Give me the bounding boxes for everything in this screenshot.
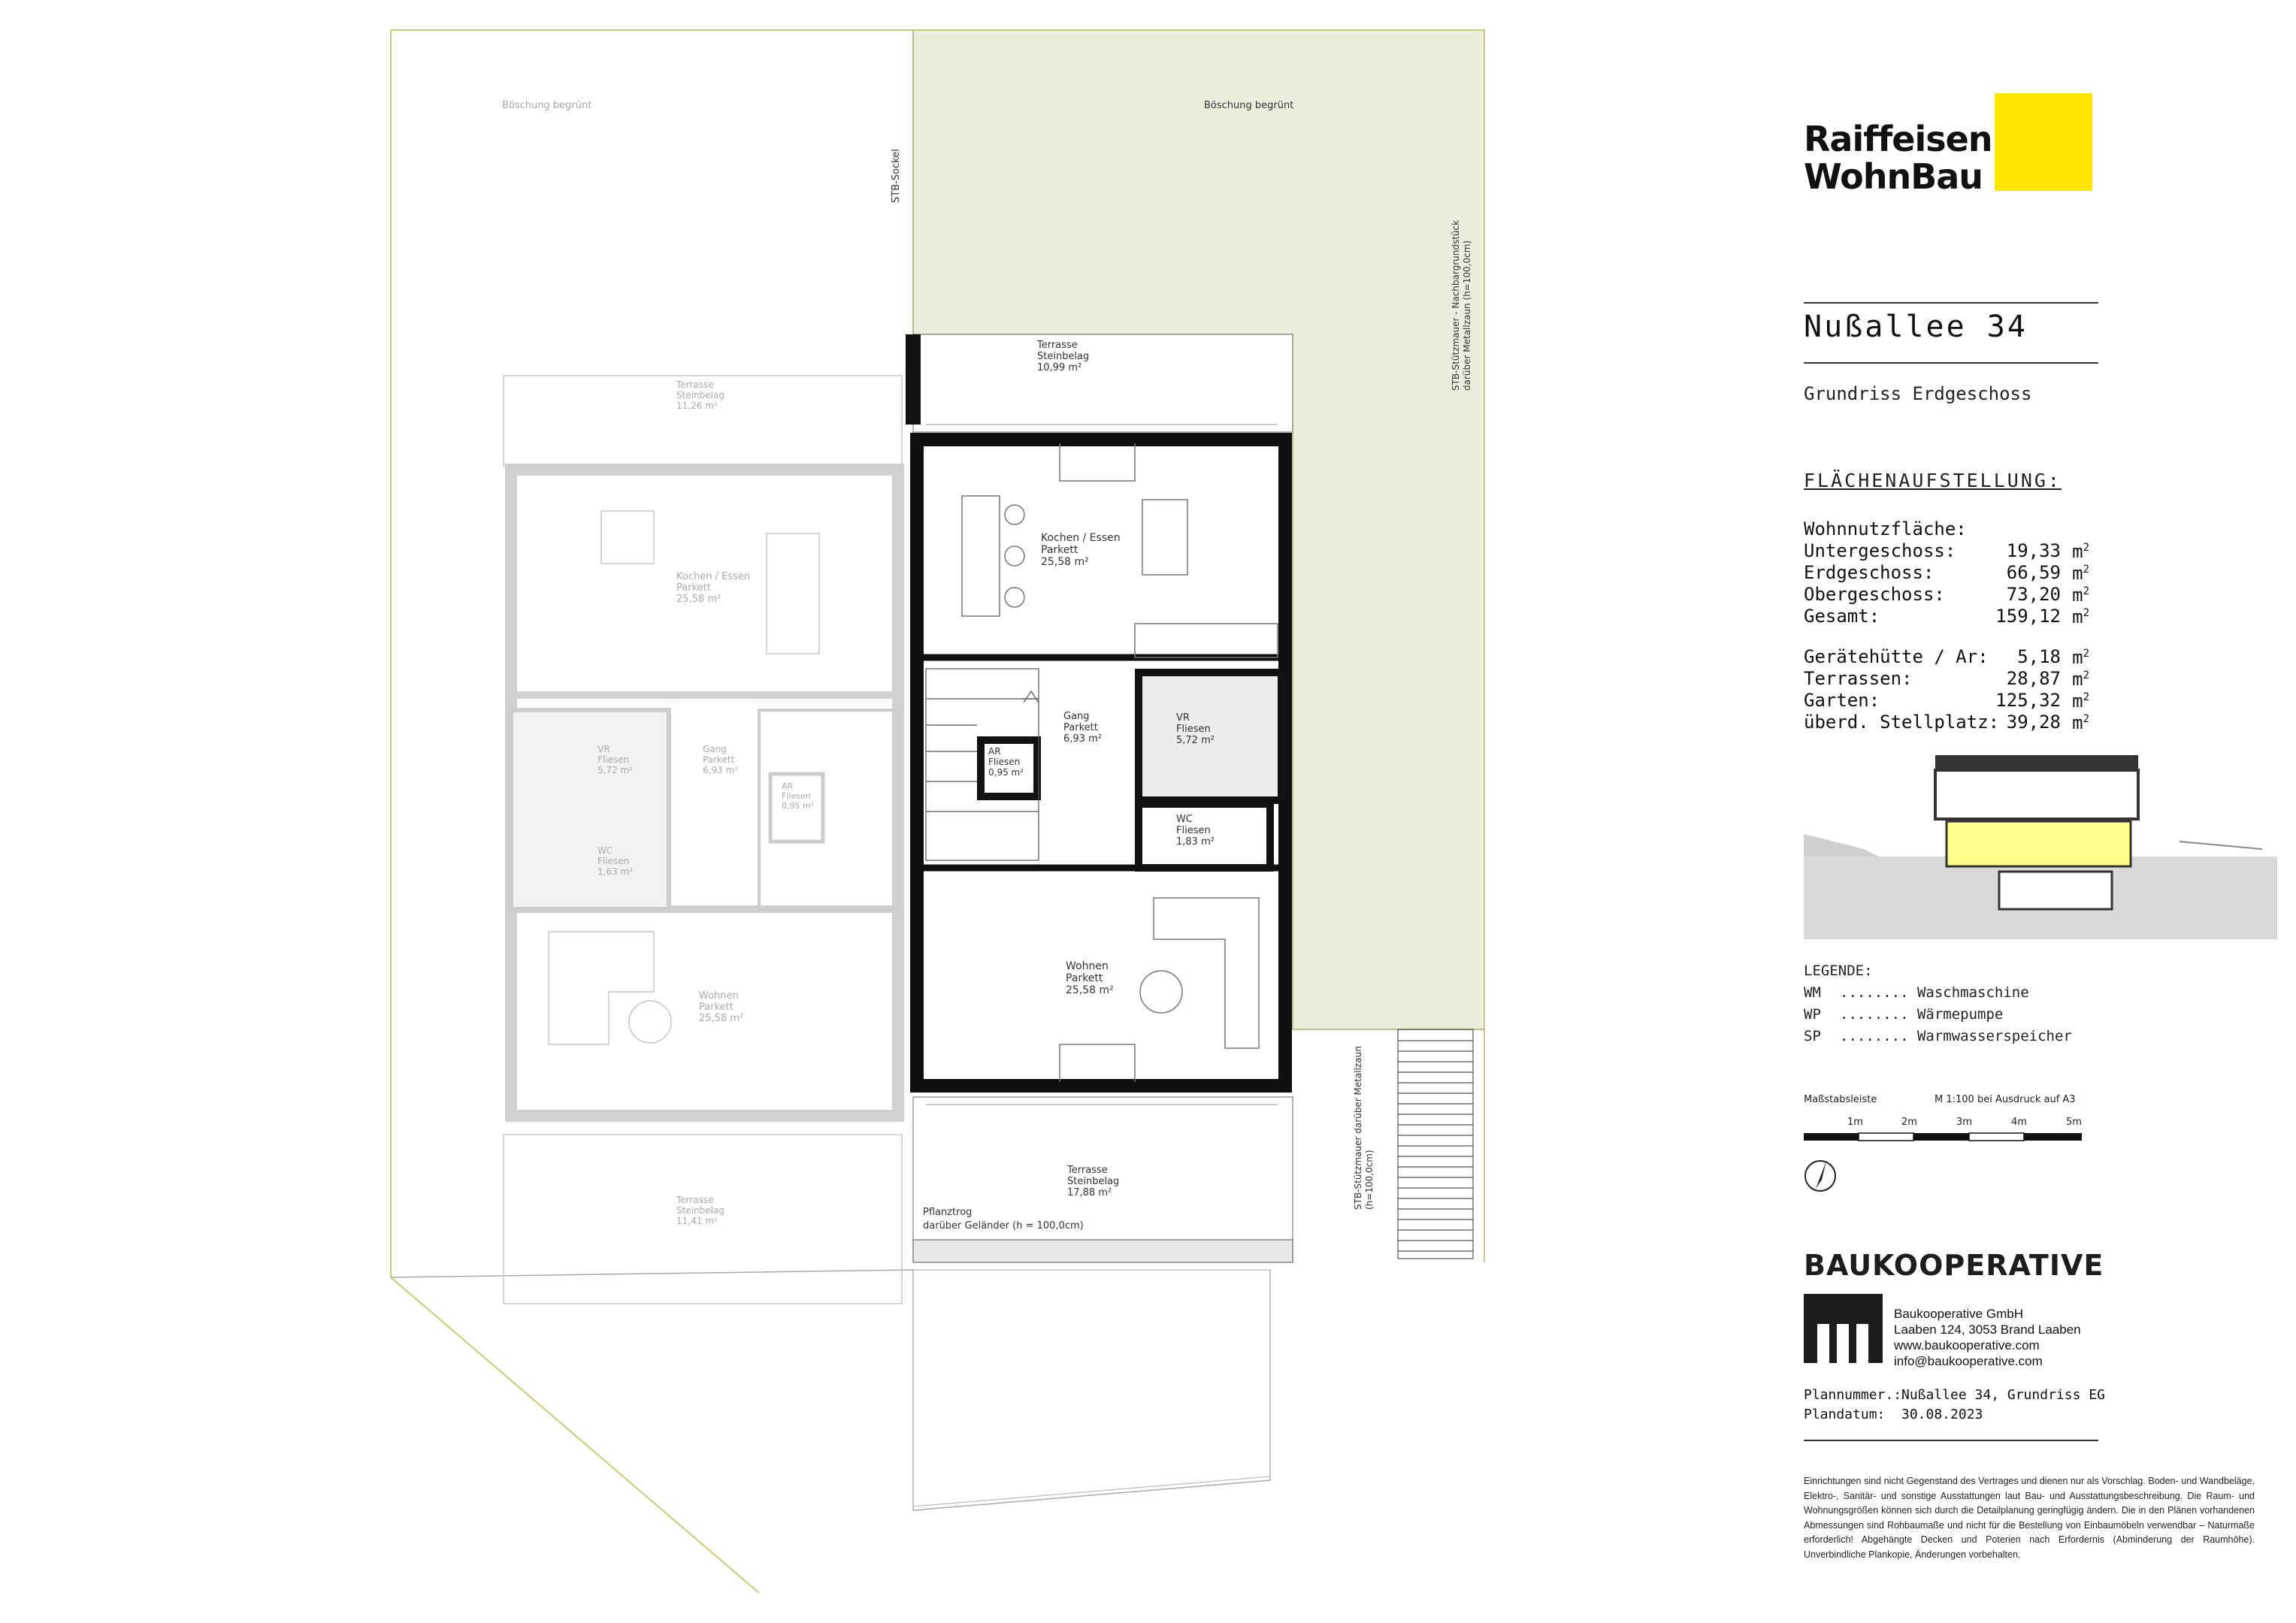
- left-unit: [504, 376, 902, 1304]
- baukooperative-logo-icon: [1804, 1294, 1883, 1363]
- disclaimer: Einrichtungen sind nicht Gegenstand des Vertrages und dienen nur als Vorschlag. Boden- und Wandbeläge, Elektro-, Sanitär- und sonstige Ausstattungen laut Bau- und Ausstattungsbeschreibung. Die Raum- und Wohnungsgrößen können sich durch die Detailplanung geringfügig ändern. Die in den Plänen vorhandenen Abmessungen sind Rohbaumaße und nicht für die Bestellung von Einbaumöbeln verwendbar – Naturmaße erforderlich! Abgehängte Decken und Poterien nach Erfordernis (Abminderung der Raumhöhe). Unverbindliche Plankopie, Änderungen vorbehalten.: [1804, 1476, 2255, 1560]
- planter: [913, 1240, 1293, 1262]
- plan-subtitle: Grundriss Erdgeschoss: [1804, 383, 2032, 404]
- room-vr: VR Fliesen 5,72 m²: [1176, 712, 1215, 746]
- label-retaining-wall: STB-Stützmauer - Nachbargrundstück darüber Metallzaun (h=100,0cm): [1451, 219, 1472, 391]
- outdoor-stair: [1398, 1029, 1473, 1259]
- area-heading: FLÄCHENAUFSTELLUNG:: [1804, 470, 2062, 491]
- divider: [1804, 1440, 2098, 1441]
- left-room-gang: Gang Parkett 6,93 m²: [703, 744, 739, 775]
- area-row: Gerätehütte / Ar: 5,18 $m^2$: [1804, 646, 2089, 668]
- scale-bar: [1804, 1133, 2082, 1141]
- area-row: Obergeschoss: 73,20 $m^2$: [1804, 584, 2089, 606]
- label-slope-right: Böschung begrünt: [1204, 100, 1294, 111]
- area-row: Gesamt: 159,12 $m^2$: [1804, 606, 2089, 627]
- left-room-wc: WC Fliesen 1,63 m²: [597, 845, 634, 877]
- left-room-kitchen: Kochen / Essen Parkett 25,58 m²: [676, 571, 751, 605]
- lower-triangle: [913, 1270, 1270, 1507]
- label-slope-left: Böschung begrünt: [502, 100, 592, 111]
- legend-item: SP ........ Warmwasserspeicher: [1804, 1028, 2072, 1044]
- label-railing: darüber Geländer (h = 100,0cm): [923, 1220, 1084, 1232]
- room-ar: AR Fliesen 0,95 m²: [988, 746, 1024, 778]
- label-planter: Pflanztrog: [923, 1207, 973, 1218]
- area-living-heading: Wohnnutzfläche:: [1804, 518, 1967, 539]
- left-room-ar: AR Fliesen 0,95 m²: [782, 781, 815, 811]
- area-row: Untergeschoss: 19,33 $m^2$: [1804, 540, 2089, 562]
- plan-meta: Plannummer.:Nußallee 34, Grundriss EG Plandatum: 30.08.2023: [1804, 1387, 2105, 1422]
- room-kitchen: Kochen / Essen Parkett 25,58 m²: [1041, 532, 1121, 568]
- area-row: Garten: 125,32 $m^2$: [1804, 690, 2089, 712]
- divider: [1804, 362, 2098, 364]
- company-website[interactable]: www.baukooperative.com: [1894, 1338, 2040, 1352]
- left-room-vr: VR Fliesen 5,72 m²: [597, 744, 634, 775]
- scale-tick: 1m: [1847, 1117, 1863, 1128]
- left-room-wohnen: Wohnen Parkett 25,58 m²: [699, 990, 744, 1024]
- raiffeisen-logo-box: [1995, 93, 2092, 191]
- section-thumbnail: [1804, 755, 2277, 939]
- area-table: [1804, 518, 2089, 733]
- room-wohnen: Wohnen Parkett 25,58 m²: [1066, 960, 1114, 996]
- legend: [1804, 960, 2072, 1047]
- scale-tick: 2m: [1901, 1117, 1917, 1128]
- room-wc: WC Fliesen 1,83 m²: [1176, 814, 1215, 848]
- north-arrow-icon: [1805, 1161, 1835, 1191]
- company-email[interactable]: info@baukooperative.com: [1894, 1354, 2043, 1368]
- company-name: BAUKOOPERATIVE: [1804, 1249, 2104, 1282]
- left-room-terrace-top: Terrasse Steinbelag 11,26 m²: [676, 379, 724, 411]
- scale-tick: 4m: [2011, 1117, 2027, 1128]
- legend-title: LEGENDE:: [1804, 963, 1873, 979]
- company-address: Baukooperative GmbH Laaben 124, 3053 Brand Laaben www.baukooperative.com info@baukooperative.com: [1894, 1307, 2081, 1368]
- label-retaining-wall-low: STB-Stützmauer darüber Metallzaun (h=100,0cm): [1353, 1046, 1375, 1210]
- legend-item: WP ........ Wärmepumpe: [1804, 1006, 2004, 1023]
- area-row: Terrassen: 28,87 $m^2$: [1804, 668, 2089, 690]
- legend-item: WM ........ Waschmaschine: [1804, 984, 2029, 1001]
- terrace-top: [913, 334, 1293, 432]
- divider: [1804, 302, 2098, 304]
- room-terrace-top: Terrasse Steinbelag 10,99 m²: [1037, 340, 1090, 373]
- room-terrace-bottom: Terrasse Steinbelag 17,88 m²: [1067, 1165, 1120, 1198]
- area-row: überd. Stellplatz: 39,28 $m^2$: [1804, 712, 2089, 733]
- scale-note: M 1:100 bei Ausdruck auf A3: [1935, 1094, 2076, 1105]
- project-title: Nußallee 34: [1804, 310, 2028, 344]
- left-room-terrace-bottom: Terrasse Steinbelag 11,41 m²: [676, 1195, 724, 1226]
- label-stb-sockel: STB-Sockel: [891, 149, 902, 203]
- brand-name: Raiffeisen WohnBau: [1804, 119, 1992, 197]
- scale-tick: 5m: [2066, 1117, 2082, 1128]
- scale-label: Maßstabsleiste: [1804, 1094, 1877, 1105]
- area-row: Erdgeschoss: 66,59 $m^2$: [1804, 562, 2089, 584]
- scale-tick: 3m: [1956, 1117, 1972, 1128]
- room-gang: Gang Parkett 6,93 m²: [1063, 711, 1102, 745]
